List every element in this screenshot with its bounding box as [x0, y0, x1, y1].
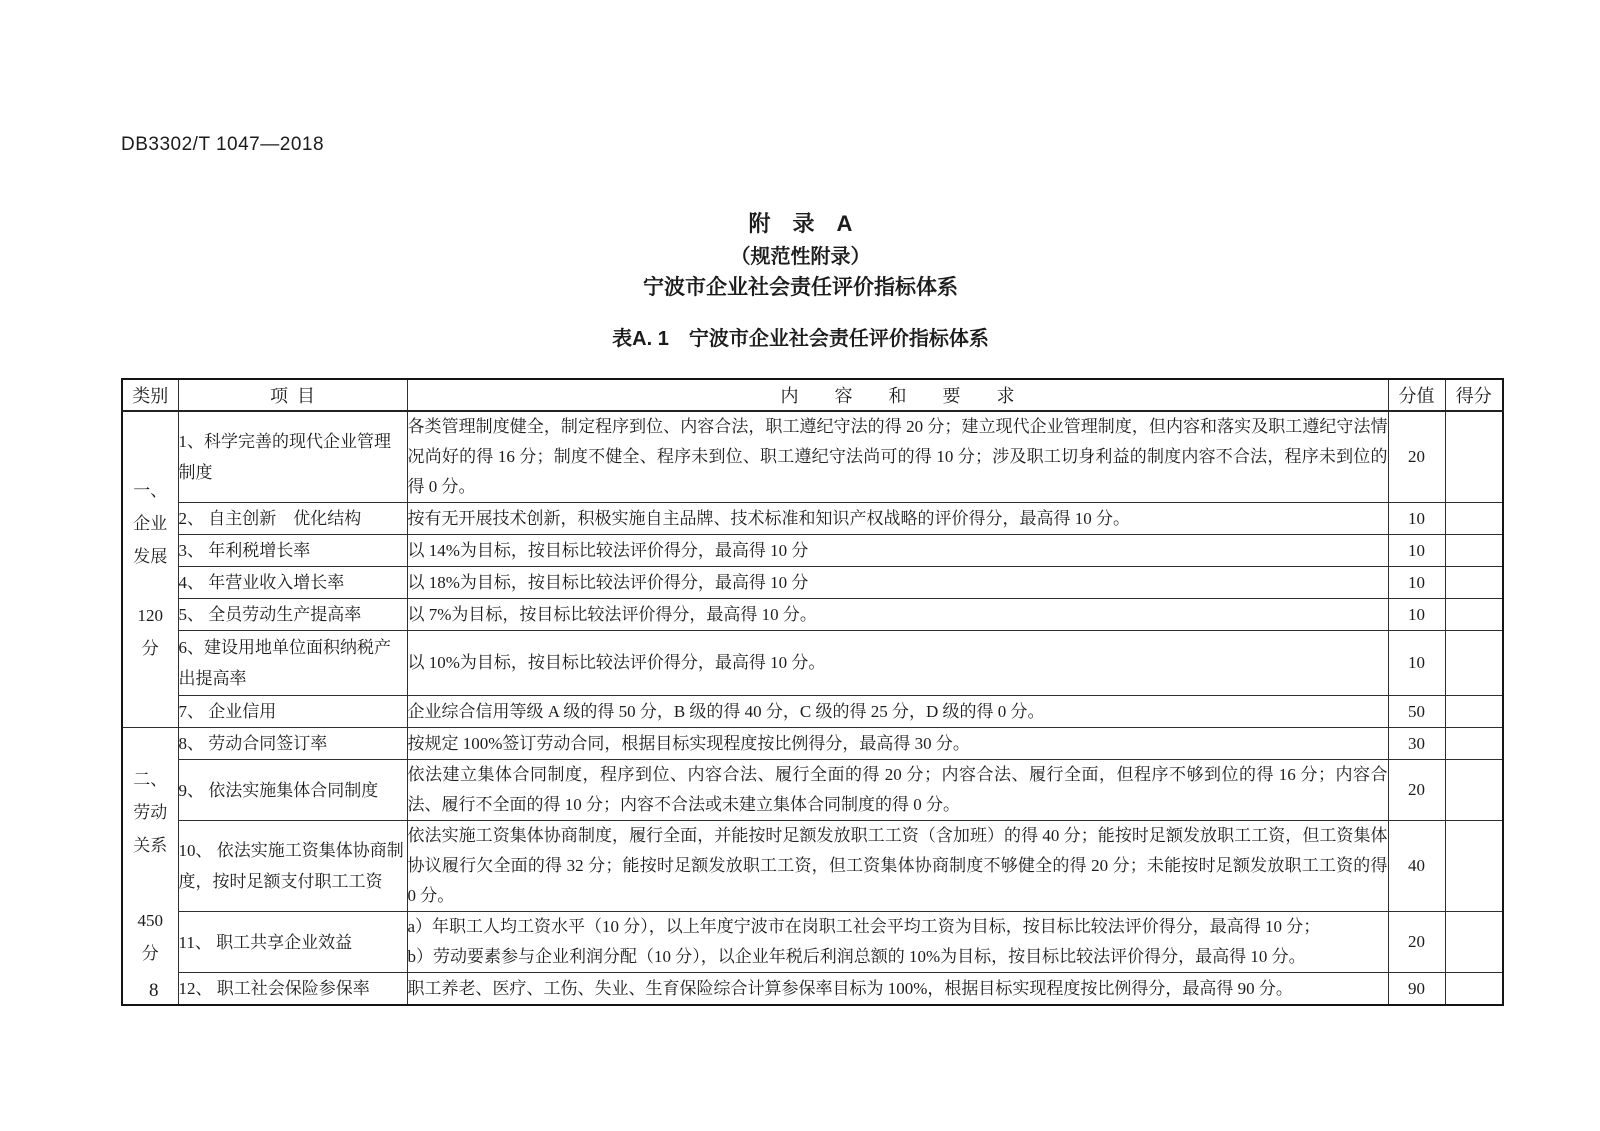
col-header-gain: 得分: [1445, 379, 1503, 411]
table-caption-prefix: 表A. 1: [612, 328, 669, 350]
content-line-b: b）劳动要素参与企业利润分配（10 分），以企业年税后利润总额的 10%为目标，按目标比较法评价得分，最高得 10 分。: [407, 947, 1306, 966]
gain-cell: [1445, 631, 1503, 696]
content-cell: 企业综合信用等级 A 级的得 50 分，B 级的得 40 分，C 级的得 25 分，D 级的得 0 分。: [407, 696, 1388, 728]
appendix-system-title: 宁波市企业社会责任评价指标体系: [643, 276, 958, 299]
project-cell: 1、科学完善的现代企业管理制度: [178, 411, 407, 503]
project-cell: 12、 职工社会保险参保率: [178, 973, 407, 1006]
table-row: [122, 696, 1503, 728]
table-header-row: [122, 379, 1503, 411]
category-line: 关系: [133, 835, 168, 855]
project-cell: 8、 劳动合同签订率: [178, 728, 407, 760]
content-cell: 按规定 100%签订劳动合同，根据目标实现程度按比例得分，最高得 30 分。: [407, 728, 1388, 760]
gain-cell: [1445, 760, 1503, 821]
project-cell: 11、 职工共享企业效益: [178, 912, 407, 973]
table-row: [122, 760, 1503, 821]
table-row: [122, 411, 1503, 503]
project-cell: 6、建设用地单位面积纳税产出提高率: [178, 631, 407, 696]
table-row: [122, 599, 1503, 631]
col-header-content: 内 容 和 要 求: [407, 379, 1388, 411]
project-cell: 3、 年利税增长率: [178, 535, 407, 567]
score-cell: 10: [1388, 631, 1445, 696]
gain-cell: [1445, 411, 1503, 503]
doc-number: DB3302/T 1047—2018: [121, 134, 325, 155]
table-caption-text: 宁波市企业社会责任评价指标体系: [688, 328, 989, 350]
project-cell: 2、 自主创新 优化结构: [178, 503, 407, 535]
project-cell: 10、 依法实施工资集体协商制度，按时足额支付职工工资: [178, 821, 407, 912]
content-cell: 职工养老、医疗、工伤、失业、生育保险综合计算参保率目标为 100%，根据目标实现程度按比例得分，最高得 90 分。: [407, 973, 1388, 1006]
table-row: [122, 503, 1503, 535]
score-cell: 10: [1388, 503, 1445, 535]
category-score-line: 分: [141, 943, 159, 963]
content-cell: 各类管理制度健全，制定程序到位、内容合法，职工遵纪守法的得 20 分；建立现代企业管理制度，但内容和落实及职工遵纪守法情况尚好的得 16 分；制度不健全、程序未到位、职工遵纪守法尚可的得 10 分；涉及职工切身利益的制度内容不合法，程序未到位的得 0 分。: [407, 411, 1388, 503]
score-cell: 10: [1388, 567, 1445, 599]
col-header-category: 类别: [122, 379, 178, 411]
appendix-note: （规范性附录）: [730, 246, 871, 268]
table-row: [122, 728, 1503, 760]
appendix-heading: 附 录 A: [748, 211, 853, 236]
project-cell: 7、 企业信用: [178, 696, 407, 728]
category-gap: [123, 573, 178, 599]
content-cell: 按有无开展技术创新，积极实施自主品牌、技术标准和知识产权战略的评价得分，最高得 10 分。: [407, 503, 1388, 535]
category-score-line: 分: [141, 639, 159, 658]
score-cell: 30: [1388, 728, 1445, 760]
gain-cell: [1445, 503, 1503, 535]
page-number: 8: [149, 980, 159, 1001]
project-cell: 9、 依法实施集体合同制度: [178, 760, 407, 821]
score-cell: 50: [1388, 696, 1445, 728]
table-row: [122, 821, 1503, 912]
category-score-line: 120: [137, 606, 163, 625]
content-cell: 依法建立集体合同制度，程序到位、内容合法、履行全面的得 20 分；内容合法、履行全面，但程序不够到位的得 16 分；内容合法、履行不全面的得 10 分；内容不合法或未建立集体合同制度的得 0 分。: [407, 760, 1388, 821]
category-line: 企业: [133, 514, 168, 533]
score-cell: 20: [1388, 760, 1445, 821]
category-score-line: 450: [137, 910, 163, 930]
content-line-a: a）年职工人均工资水平（10 分），以上年度宁波市在岗职工社会平均工资为目标，按目标比较法评价得分，最高得 10 分；: [407, 917, 1321, 936]
gain-cell: [1445, 912, 1503, 973]
score-cell: 10: [1388, 599, 1445, 631]
score-cell: 20: [1388, 912, 1445, 973]
score-cell: 90: [1388, 973, 1445, 1006]
category-cell-enterprise-development: [122, 411, 178, 728]
score-cell: 40: [1388, 821, 1445, 912]
gain-cell: [1445, 821, 1503, 912]
category-line: 二、: [133, 769, 168, 789]
gain-cell: [1445, 696, 1503, 728]
table-caption: [110, 322, 1491, 351]
gain-cell: [1445, 973, 1503, 1006]
gain-cell: [1445, 599, 1503, 631]
content-cell: 以 7%为目标，按目标比较法评价得分，最高得 10 分。: [407, 599, 1388, 631]
project-cell: 4、 年营业收入增长率: [178, 567, 407, 599]
gain-cell: [1445, 728, 1503, 760]
content-cell: 依法实施工资集体协商制度，履行全面，并能按时足额发放职工工资（含加班）的得 40 分；能按时足额发放职工工资，但工资集体协议履行欠全面的得 32 分；能按时足额发放职工工资，但工资集体协商制度不够健全的得 20 分；未能按时足额发放职工工资的得 0 分。: [407, 821, 1388, 912]
gain-cell: [1445, 567, 1503, 599]
project-cell: 5、 全员劳动生产提高率: [178, 599, 407, 631]
score-cell: 20: [1388, 411, 1445, 503]
category-line: 一、: [133, 481, 168, 500]
table-row: [122, 973, 1503, 1006]
content-cell: 以 10%为目标，按目标比较法评价得分，最高得 10 分。: [407, 631, 1388, 696]
category-line: 发展: [133, 547, 168, 566]
table-row: [122, 567, 1503, 599]
content-cell: 以 14%为目标，按目标比较法评价得分，最高得 10 分: [407, 535, 1388, 567]
score-cell: 10: [1388, 535, 1445, 567]
table-row: [122, 631, 1503, 696]
content-cell: 以 18%为目标，按目标比较法评价得分，最高得 10 分: [407, 567, 1388, 599]
category-line: 劳动: [133, 802, 168, 822]
content-cell: [407, 912, 1388, 973]
gain-cell: [1445, 535, 1503, 567]
indicator-table: [121, 378, 1504, 1006]
table-row: [122, 535, 1503, 567]
col-header-score: 分值: [1388, 379, 1445, 411]
col-header-item: 项 目: [178, 379, 407, 411]
category-gap: [123, 862, 178, 904]
table-row: [122, 912, 1503, 973]
category-cell-labor-relations: [122, 728, 178, 1006]
